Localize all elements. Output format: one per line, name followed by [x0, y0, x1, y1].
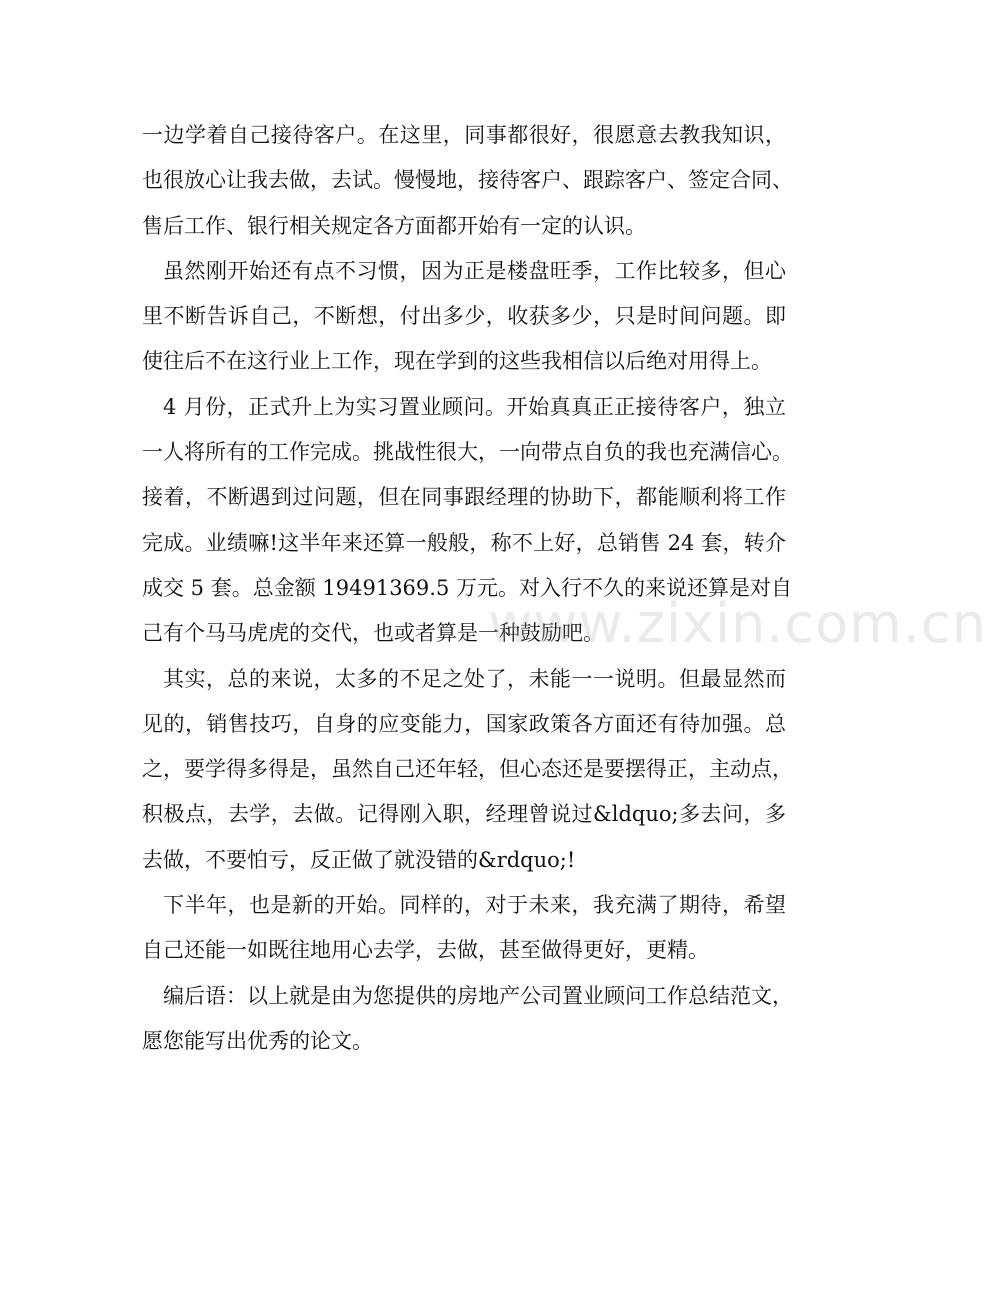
text-line: 里不断告诉自己，不断想，付出多少，收获多少，只是时间问题。即 [142, 304, 786, 329]
text-line: 售后工作、银行相关规定各方面都开始有一定的认识。 [142, 213, 646, 238]
text-line: 成交 5 套。总金额 19491369.5 万元。对入行不久的来说还算是对自 [142, 575, 792, 600]
paragraph-adjustment [142, 249, 786, 385]
text-line: 见的，销售技巧，自身的应变能力，国家政策各方面还有待加强。总 [142, 711, 786, 736]
watermark: www.zixin.com.cn [488, 592, 987, 655]
text-line: 也很放心让我去做，去试。慢慢地，接待客户、跟踪客户、签定合同、 [142, 168, 793, 193]
text-line: 一边学着自己接待客户。在这里，同事都很好，很愿意去教我知识， [142, 123, 786, 147]
text-line: 一人将所有的工作完成。挑战性很大，一向带点自负的我也充满信心。 [142, 440, 793, 465]
text-line: 其实，总的来说，太多的不足之处了，未能一一说明。但最显然而 [163, 666, 786, 691]
text-line: 愿您能写出优秀的论文。 [142, 1028, 373, 1053]
text-line: 编后语：以上就是由为您提供的房地产公司置业顾问工作总结范文， [163, 983, 793, 1008]
text-line: 自己还能一如既往地用心去学，去做，甚至做得更好，更精。 [142, 938, 709, 963]
paragraph-shortcomings [142, 657, 793, 883]
text-line: 下半年，也是新的开始。同样的，对于未来，我充满了期待，希望 [163, 893, 786, 918]
text-line: 接着，不断遇到过问题，但在同事跟经理的协助下，都能顺利将工作 [142, 485, 786, 510]
text-line: 去做，不要怕亏，反正做了就没错的&rdquo;! [142, 847, 576, 872]
text-line: 积极点，去学，去做。记得刚入职，经理曾说过&ldquo;多去问，多 [142, 802, 786, 827]
paragraph-editor-note [142, 974, 793, 1065]
text-line: 己有个马马虎虎的交代，也或者算是一种鼓励吧。 [142, 621, 604, 646]
paragraph-outlook [142, 883, 786, 974]
text-line: 虽然刚开始还有点不习惯，因为正是楼盘旺季，工作比较多，但心 [163, 258, 786, 283]
paragraph-intro-continuation [142, 113, 793, 249]
document-body [142, 113, 793, 1064]
text-line: 使往后不在这行业上工作，现在学到的这些我相信以后绝对用得上。 [142, 349, 772, 374]
text-line: 4 月份，正式升上为实习置业顾问。开始真真正正接待客户，独立 [163, 394, 786, 419]
paragraph-promotion [142, 385, 793, 657]
text-line: 完成。业绩嘛!这半年来还算一般般，称不上好，总销售 24 套，转介 [142, 530, 786, 555]
text-line: 之，要学得多得是，虽然自己还年轻，但心态还是要摆得正，主动点， [142, 757, 793, 782]
